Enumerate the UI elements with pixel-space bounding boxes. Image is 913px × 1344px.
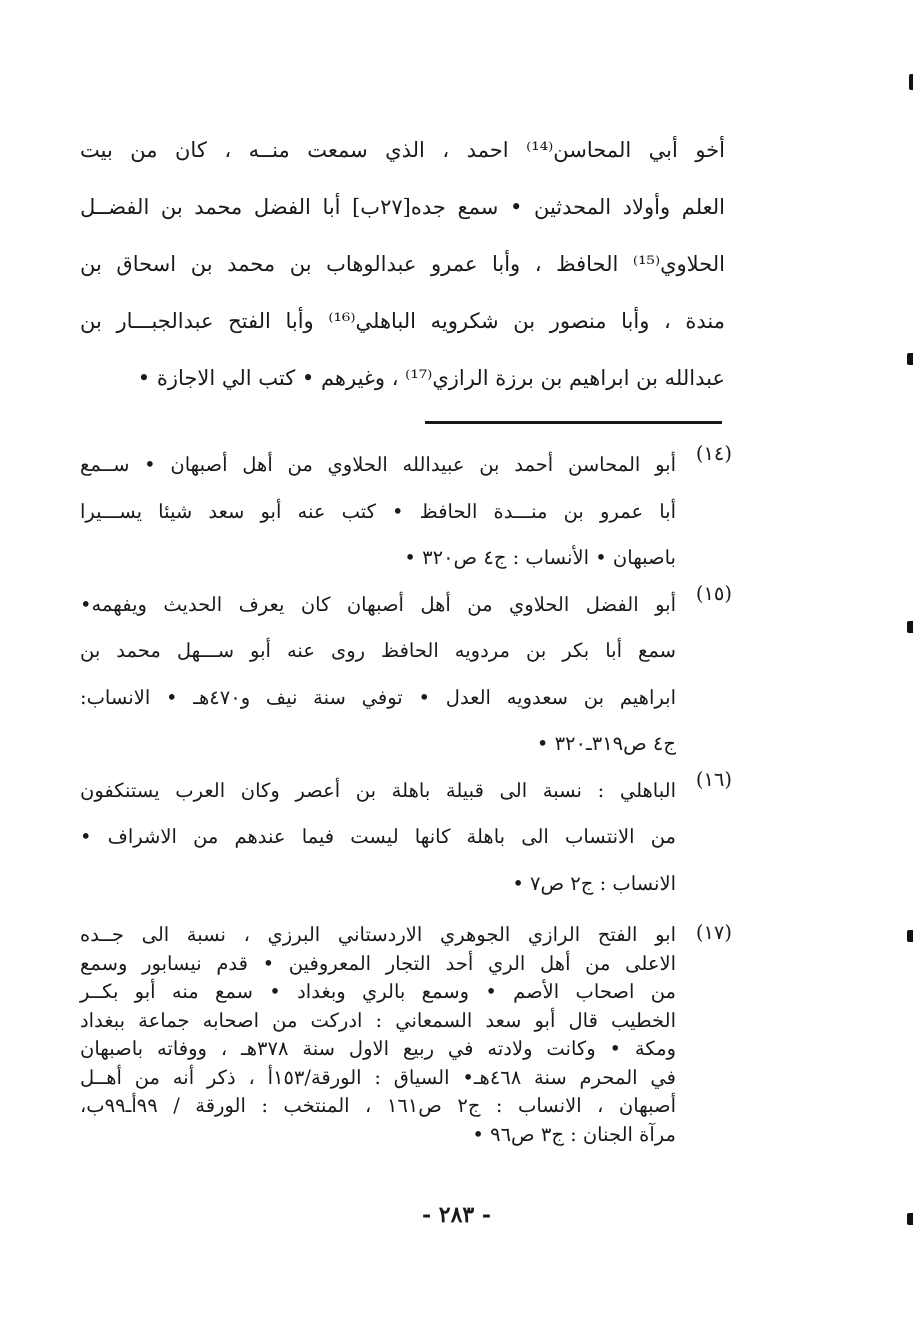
footnote-line: أبا عمرو بن منـــدة الحافظ • كتب عنه أبو سعد شيئا يســـيرا bbox=[80, 499, 676, 523]
page-number: - ٢٨٣ - bbox=[421, 1202, 492, 1228]
main-text-line: أخو أبي المحاسن⁽¹⁴⁾ احمد ، الذي سمعت منــه ، كان من بيت bbox=[80, 138, 725, 162]
footnote-line: أبو الفضل الحلاوي من أهل أصبهان كان يعرف الحديث ويفهمه• bbox=[80, 592, 676, 616]
footnote-line: ومكة • وكانت ولادته في ربيع الاول سنة ٣٧٨هـ ، ووفاته باصبهان bbox=[80, 1037, 676, 1060]
footnote-17 bbox=[80, 921, 732, 1149]
scan-edge-mark bbox=[907, 930, 913, 942]
main-text-block bbox=[80, 122, 725, 407]
footnote-line: أبو المحاسن أحمد بن عبيدالله الحلاوي من أهل أصبهان • ســمع bbox=[80, 453, 676, 476]
footnote-number: (١٦) bbox=[695, 767, 732, 791]
footnote-line: الانساب : ج٢ ص٧ • bbox=[512, 871, 676, 895]
footnote-line: الخطيب قال أبو سعد السمعاني : ادركت من اصحابه جماعة ببغداد bbox=[80, 1008, 676, 1032]
footnote-16 bbox=[80, 768, 732, 908]
footnotes-section bbox=[80, 442, 732, 1149]
footnote-number: (١٥) bbox=[695, 581, 732, 605]
footnote-line: أصبهان ، الانساب : ج٢ ص١٦١ ، المنتخب : الورقة / ٩٩أـ٩٩ب، bbox=[80, 1094, 677, 1117]
main-text-line: الحلاوي⁽¹⁵⁾ الحافظ ، وأبا عمرو عبدالوهاب بن محمد بن اسحاق بن bbox=[80, 252, 725, 276]
scan-edge-mark bbox=[907, 621, 913, 633]
main-text-line: مندة ، وأبا منصور بن شكرويه الباهلي⁽¹⁶⁾ وأبا الفتح عبدالجبـــار بن bbox=[80, 309, 725, 333]
footnote-line: مرآة الجنان : ج٣ ص٩٦ • bbox=[472, 1122, 676, 1146]
footnote-line: في المحرم سنة ٤٦٨هـ• السياق : الورقة/١٥٣أ ، ذكر أنه من أهــل bbox=[80, 1065, 676, 1089]
footnote-line: باصبهان • الأنساب : ج٤ ص٣٢٠ • bbox=[404, 546, 676, 569]
main-text-line: عبدالله بن ابراهيم بن برزة الرازي⁽¹⁷⁾ ، وغيرهم • كتب الي الاجازة • bbox=[137, 366, 725, 390]
scan-edge-mark bbox=[907, 353, 913, 365]
main-text-line: العلم وأولاد المحدثين • سمع جده[٢٧ب] أبا الفضل محمد بن الفضــل bbox=[80, 195, 726, 219]
footnote-line: ج٤ ص٣١٩ـ٣٢٠ • bbox=[536, 732, 676, 755]
footnote-line: من الانتساب الى باهلة كانها ليست فيما عندهم من الاشراف • bbox=[80, 825, 676, 848]
footnote-line: ابو الفتح الرازي الجوهري الاردستاني البرزي ، نسبة الى جــده bbox=[80, 923, 676, 946]
footnote-line: الاعلى من أهل الري أحد التجار المعروفين • قدم نيسابور وسمع bbox=[80, 951, 676, 975]
footnote-14 bbox=[80, 442, 732, 582]
footnote-15 bbox=[80, 582, 732, 768]
footnote-separator-rule bbox=[425, 421, 722, 424]
footnote-line: من اصحاب الأصم • وسمع بالري وبغداد • سمع منه أبو بكــر bbox=[80, 980, 676, 1003]
footnote-line: ابراهيم بن سعدويه العدل • توفي سنة نيف و٤٧٠هـ • الانساب: bbox=[80, 685, 676, 709]
scan-edge-mark bbox=[909, 74, 913, 90]
footnote-number: (١٧) bbox=[695, 921, 732, 944]
footnote-line: الباهلي : نسبة الى قبيلة باهلة بن أعصر وكان العرب يستنكفون bbox=[80, 778, 676, 802]
footnote-number: (١٤) bbox=[695, 442, 732, 465]
footnote-line: سمع أبا بكر بن مردويه الحافظ روى عنه أبو ســـهل محمد بن bbox=[80, 639, 676, 662]
scan-edge-mark bbox=[907, 1213, 913, 1225]
